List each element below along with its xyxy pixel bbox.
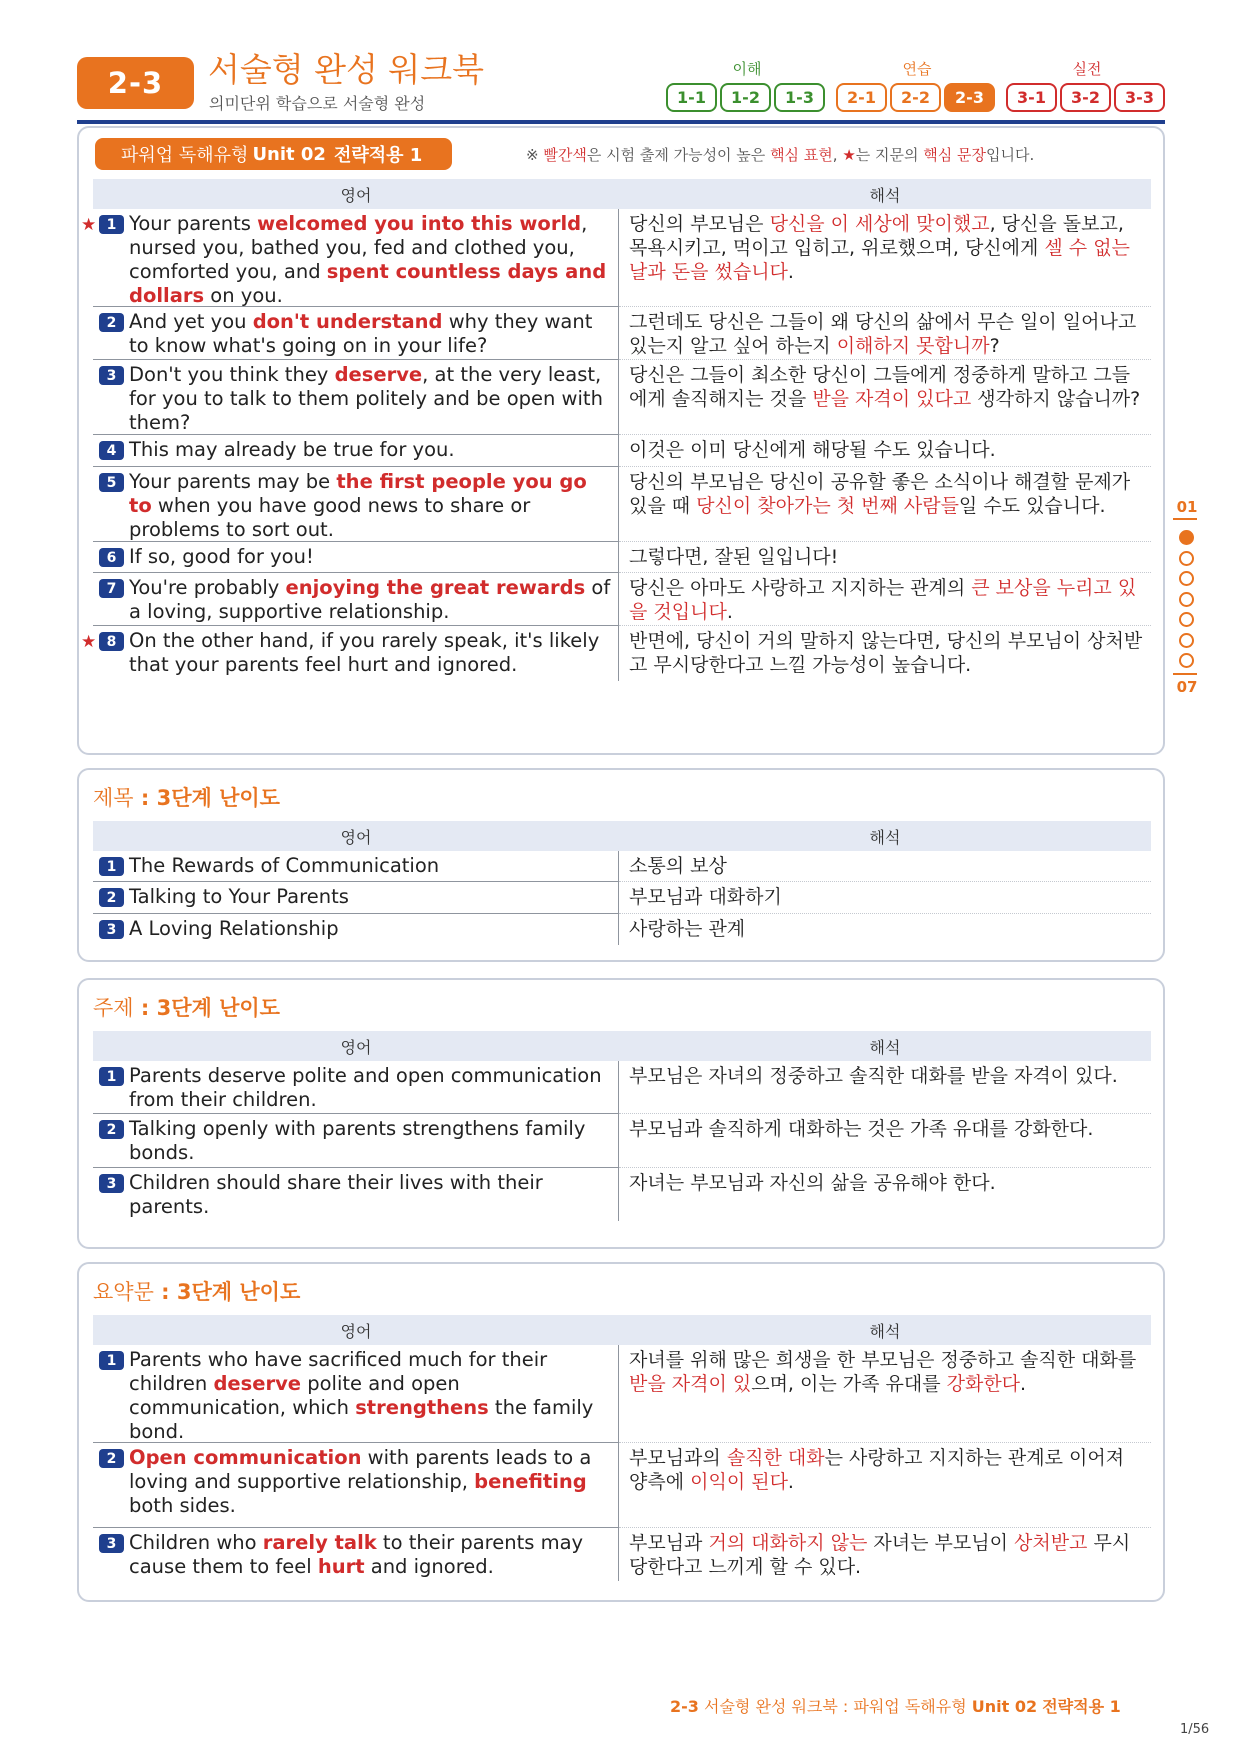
english-cell xyxy=(81,209,619,307)
text-segment: ? xyxy=(989,335,1000,357)
sentence-number: 3 xyxy=(99,920,124,939)
panel-label: 제목 xyxy=(93,786,134,810)
topic-panel xyxy=(77,978,1165,1249)
korean-cell xyxy=(619,209,1151,307)
english-cell xyxy=(93,360,619,435)
level-tab-3-3[interactable]: 3-3 xyxy=(1114,83,1165,112)
sentence-number: 4 xyxy=(99,441,124,460)
korean-cell xyxy=(619,542,1151,573)
sentence-number: 2 xyxy=(99,1449,124,1468)
korean-cell xyxy=(619,467,1151,542)
footer-section: 전략적용 1 xyxy=(1042,1697,1121,1716)
page-dot-icon[interactable] xyxy=(1179,571,1194,586)
page-dot-icon[interactable] xyxy=(1179,612,1194,627)
key-expression: don't understand xyxy=(252,310,443,333)
table-row xyxy=(93,1443,1151,1528)
column-header-english: 영어 xyxy=(340,827,372,847)
text-segment: the family bond. xyxy=(129,1396,594,1443)
text-segment: why they want to know what's going on in your life? xyxy=(129,310,593,357)
legend-key-sentence: 핵심 문장 xyxy=(923,146,987,164)
korean-cell xyxy=(619,435,1151,467)
english-cell xyxy=(81,626,619,681)
table-row xyxy=(93,573,1151,626)
korean-cell xyxy=(619,1528,1151,1581)
table-row xyxy=(93,914,1151,945)
english-cell xyxy=(93,1443,619,1528)
text-segment: Talking openly with parents strengthens family bonds. xyxy=(129,1117,586,1164)
key-expression: 큰 보상을 누리고 있을 것입니다 xyxy=(629,577,1137,623)
sentence-number: 2 xyxy=(99,313,124,332)
korean-cell xyxy=(619,1168,1151,1221)
text-segment: 일 수도 있습니다. xyxy=(958,495,1106,517)
english-cell xyxy=(93,435,619,467)
korean-cell xyxy=(619,626,1151,681)
column-header-korean: 해석 xyxy=(869,185,901,205)
key-expression: rarely talk xyxy=(262,1531,377,1554)
key-expression: Open communication xyxy=(129,1446,362,1469)
text-segment: . xyxy=(787,1471,794,1493)
table-row xyxy=(93,360,1151,435)
passage-table xyxy=(81,179,1151,681)
sentence-number: 6 xyxy=(99,548,124,567)
level-tab-2-2[interactable]: 2-2 xyxy=(890,83,941,112)
level-tab-1-3[interactable]: 1-3 xyxy=(774,83,825,112)
footer-text: 서술형 완성 워크북 : 파워업 독해유형 xyxy=(704,1697,967,1716)
korean-cell xyxy=(619,1443,1151,1528)
panel-heading: 제목 : 3단계 난이도 xyxy=(93,786,280,810)
table-header xyxy=(93,179,1151,209)
text-segment: 부모님과의 xyxy=(629,1447,727,1469)
title-panel xyxy=(77,768,1165,962)
side-nav-line xyxy=(1173,518,1197,520)
text-segment: 당신은 그들이 최소한 당신이 그들에게 정중하게 말하고 그들에게 솔직해지는 것을 xyxy=(629,364,1131,410)
table-row xyxy=(93,435,1151,467)
summary-panel xyxy=(77,1262,1165,1602)
key-expression: deserve xyxy=(334,363,423,386)
legend-text: 은 시험 출제 가능성이 높은 xyxy=(586,146,771,164)
table-row xyxy=(93,1114,1151,1168)
page-subtitle: 의미단위 학습으로 서술형 완성 xyxy=(209,94,426,113)
text-segment: with parents leads to a loving and supportive relationship, xyxy=(129,1446,592,1493)
text-segment: . xyxy=(726,601,733,623)
key-expression: deserve xyxy=(213,1372,302,1395)
text-segment: , 당신을 돌보고, 목욕시키고, 먹이고 입히고, 위로했으며, 당신에게 xyxy=(629,213,1124,259)
text-segment: 자녀를 위해 많은 희생을 한 부모님은 정중하고 솔직한 대화를 xyxy=(629,1349,1137,1371)
column-header-korean: 해석 xyxy=(869,1321,901,1341)
level-tab-2-1[interactable]: 2-1 xyxy=(836,83,887,112)
column-header-korean: 해석 xyxy=(869,1037,901,1057)
key-expression: 받을 자격이 있다고 xyxy=(812,388,972,410)
korean-cell xyxy=(619,307,1151,360)
text-segment: Talking to Your Parents xyxy=(129,885,349,908)
text-segment: to their parents may cause them to feel xyxy=(129,1531,584,1578)
column-header-english: 영어 xyxy=(340,1037,372,1057)
text-segment: 당신은 아마도 사랑하고 지지하는 관계의 xyxy=(629,577,972,599)
korean-cell xyxy=(619,1345,1151,1443)
key-expression: 솔직한 대화 xyxy=(726,1447,825,1469)
section-badge: 2-3 xyxy=(77,57,194,109)
side-nav-line xyxy=(1173,673,1197,675)
text-segment: 그런데도 당신은 그들이 왜 당신의 삶에서 무슨 일이 일어나고 있는지 알고 싶어 하는지 xyxy=(629,311,1137,357)
korean-cell xyxy=(619,360,1151,435)
text-segment: On the other hand, if you rarely speak, it's likely that your parents feel hurt and ignored. xyxy=(129,629,600,676)
text-segment: of a loving, supportive relationship. xyxy=(129,576,611,623)
passage-panel xyxy=(77,126,1165,755)
english-cell xyxy=(93,1061,619,1114)
footer-caption xyxy=(670,1694,1121,1717)
table-header xyxy=(93,1315,1151,1345)
text-segment: 생각하지 않습니까? xyxy=(971,388,1141,410)
header-divider xyxy=(77,120,1165,124)
english-cell xyxy=(93,467,619,542)
level-caption: 실전 xyxy=(1072,60,1102,78)
legend-text: , xyxy=(832,146,843,164)
text-segment: Parents who have sacrificed much for their children xyxy=(129,1348,548,1395)
text-segment: 으며, 이는 가족 유대를 xyxy=(751,1373,947,1395)
page-dot-icon[interactable] xyxy=(1179,592,1194,607)
text-segment: This may already be true for you. xyxy=(129,438,455,461)
korean-cell xyxy=(619,914,1151,945)
table-header xyxy=(93,821,1151,851)
table-row xyxy=(81,209,1151,307)
key-expression: welcomed you into this world xyxy=(257,212,582,235)
legend-red-text: 빨간색 xyxy=(543,146,587,164)
english-cell xyxy=(93,1345,619,1443)
text-segment: , nursed you, bathed you, fed and clothed you, comforted you, and xyxy=(129,212,588,283)
text-segment: 소통의 보상 xyxy=(629,855,727,877)
panel-level: 3단계 난이도 xyxy=(156,786,280,810)
star-icon: ★ xyxy=(81,215,97,235)
korean-cell xyxy=(619,1114,1151,1168)
key-expression: 이익이 된다 xyxy=(690,1471,788,1493)
level-tab-1-2[interactable]: 1-2 xyxy=(720,83,771,112)
table-row xyxy=(93,882,1151,914)
column-header-korean: 해석 xyxy=(869,827,901,847)
text-segment: when you have good news to share or problems to sort out. xyxy=(129,494,531,541)
text-segment: 자녀는 부모님과 자신의 삶을 공유해야 한다. xyxy=(629,1172,996,1194)
star-icon: ★ xyxy=(842,146,856,164)
legend-note xyxy=(526,144,1034,165)
panel-level: 3단계 난이도 xyxy=(156,996,280,1020)
text-segment: 부모님은 자녀의 정중하고 솔직한 대화를 받을 자격이 있다. xyxy=(629,1065,1118,1087)
footer-unit: Unit 02 xyxy=(971,1697,1038,1716)
text-segment: 당신의 부모님은 xyxy=(629,213,770,235)
key-expression: strengthens xyxy=(355,1396,489,1419)
table-row xyxy=(93,467,1151,542)
title-table xyxy=(93,821,1151,945)
key-expression: benefiting xyxy=(474,1470,587,1493)
sentence-number: 7 xyxy=(99,579,124,598)
table-row xyxy=(93,307,1151,360)
text-segment: and ignored. xyxy=(364,1555,494,1578)
unit-heading-post: 전략적용 1 xyxy=(333,145,423,166)
text-segment: Your parents xyxy=(129,212,258,235)
english-cell xyxy=(93,1528,619,1581)
text-segment: And yet you xyxy=(129,310,253,333)
level-caption: 이해 xyxy=(732,60,762,78)
table-row xyxy=(93,542,1151,573)
table-row xyxy=(93,1168,1151,1221)
level-tab-2-3[interactable]: 2-3 xyxy=(944,83,995,112)
level-tab-3-2[interactable]: 3-2 xyxy=(1060,83,1111,112)
text-segment: 부모님과 xyxy=(629,1532,709,1554)
column-header-english: 영어 xyxy=(340,1321,372,1341)
text-segment: A Loving Relationship xyxy=(129,917,339,940)
sentence-number: 2 xyxy=(99,888,124,907)
key-expression: 강화한다 xyxy=(946,1373,1021,1395)
key-expression: 당신을 이 세상에 맞이했고 xyxy=(769,213,990,235)
sentence-number: 2 xyxy=(99,1120,124,1139)
level-caption: 연습 xyxy=(902,60,932,78)
sentence-number: 1 xyxy=(99,1351,124,1370)
sentence-number: 1 xyxy=(99,215,124,234)
text-segment: Your parents may be xyxy=(129,470,337,493)
legend-key-expr: 핵심 표현 xyxy=(770,146,833,164)
english-cell xyxy=(93,1168,619,1221)
panel-label: 주제 xyxy=(93,996,134,1020)
level-tab-1-1[interactable]: 1-1 xyxy=(666,83,717,112)
text-segment: You're probably xyxy=(129,576,286,599)
panel-heading: 요약문 : 3단계 난이도 xyxy=(93,1280,301,1304)
english-cell xyxy=(93,851,619,882)
text-segment: 무시당한다고 느끼게 할 수 있다. xyxy=(629,1532,1131,1578)
key-expression: hurt xyxy=(317,1555,365,1578)
text-segment: 당신의 부모님은 당신이 공유할 좋은 소식이나 해결할 문제가 있을 때 xyxy=(629,471,1131,517)
key-expression: 이해하지 못합니까 xyxy=(836,335,990,357)
key-expression: 받을 자격이 있 xyxy=(629,1373,752,1395)
key-expression: 당신이 찾아가는 첫 번째 사람들 xyxy=(696,495,959,517)
english-cell xyxy=(93,914,619,945)
footer-badge: 2-3 xyxy=(670,1697,699,1716)
panel-heading: 주제 : 3단계 난이도 xyxy=(93,996,280,1020)
legend-text: 입니다. xyxy=(986,146,1035,164)
unit-heading-unit: Unit 02 xyxy=(252,143,326,165)
unit-heading xyxy=(95,138,452,170)
english-cell xyxy=(93,882,619,914)
page-dot-icon[interactable] xyxy=(1179,653,1194,668)
korean-cell xyxy=(619,851,1151,882)
text-segment: The Rewards of Communication xyxy=(129,854,440,877)
page-dot-icon[interactable] xyxy=(1179,551,1194,566)
page-number: 1/56 xyxy=(1180,1722,1210,1737)
panel-level: 3단계 난이도 xyxy=(176,1280,301,1304)
text-segment: Children should share their lives with their parents. xyxy=(129,1171,543,1218)
text-segment: , at the very least, for you to talk to them politely and be open with them? xyxy=(129,363,603,434)
english-cell xyxy=(93,1114,619,1168)
korean-cell xyxy=(619,1061,1151,1114)
text-segment: Parents deserve polite and open communication from their children. xyxy=(129,1064,602,1111)
sentence-number: 1 xyxy=(99,857,124,876)
sentence-number: 5 xyxy=(99,473,124,492)
sentence-number: 1 xyxy=(99,1067,124,1086)
text-segment: 그렇다면, 잘된 일입니다! xyxy=(629,546,839,568)
sentence-number: 8 xyxy=(99,632,124,651)
table-row xyxy=(93,1061,1151,1114)
key-expression: enjoying the great rewards xyxy=(285,576,586,599)
topic-table xyxy=(93,1031,1151,1221)
side-nav-end: 07 xyxy=(1176,678,1198,696)
text-segment: Children who xyxy=(129,1531,263,1554)
key-expression: 상처받고 xyxy=(1014,1532,1088,1554)
korean-cell xyxy=(619,882,1151,914)
english-cell xyxy=(93,542,619,573)
english-cell xyxy=(93,573,619,626)
legend-text: 는 지문의 xyxy=(855,146,924,164)
key-expression: spent countless days and dollars xyxy=(129,260,607,307)
text-segment: 사랑하는 관계 xyxy=(629,918,746,940)
table-row xyxy=(93,851,1151,882)
column-header-english: 영어 xyxy=(340,185,372,205)
level-group-real xyxy=(1006,60,1168,112)
level-group-practice xyxy=(836,60,998,112)
text-segment: Don't you think they xyxy=(129,363,335,386)
page-dot-icon[interactable] xyxy=(1179,530,1194,545)
star-icon: ★ xyxy=(81,632,97,652)
table-row xyxy=(93,1345,1151,1443)
text-segment: . xyxy=(1020,1373,1027,1395)
level-group-understand xyxy=(666,60,828,112)
table-header xyxy=(93,1031,1151,1061)
page-dot-icon[interactable] xyxy=(1179,633,1194,648)
key-expression: 셀 수 없는 날과 돈을 썼습니다 xyxy=(629,237,1130,283)
sentence-number: 3 xyxy=(99,1534,124,1553)
text-segment: 이것은 이미 당신에게 해당될 수도 있습니다. xyxy=(629,439,996,461)
level-tab-3-1[interactable]: 3-1 xyxy=(1006,83,1057,112)
text-segment: 부모님과 대화하기 xyxy=(629,886,782,908)
key-expression: 거의 대화하지 않는 xyxy=(708,1532,868,1554)
text-segment: . xyxy=(787,261,794,283)
english-cell xyxy=(93,307,619,360)
side-nav-start: 01 xyxy=(1176,498,1198,516)
sentence-number: 3 xyxy=(99,366,124,385)
korean-cell xyxy=(619,573,1151,626)
panel-label: 요약문 xyxy=(93,1280,154,1304)
key-expression: the first people you go to xyxy=(129,470,587,517)
text-segment: polite and open communication, which xyxy=(129,1372,460,1419)
text-segment: 반면에, 당신이 거의 말하지 않는다면, 당신의 부모님이 상처받고 무시당한다고 느낄 가능성이 높습니다. xyxy=(629,630,1143,676)
text-segment: 자녀는 부모님이 xyxy=(867,1532,1014,1554)
summary-table xyxy=(93,1315,1151,1581)
page-title: 서술형 완성 워크북 xyxy=(208,50,485,89)
unit-heading-pre: 파워업 독해유형 xyxy=(121,145,249,166)
legend-prefix: ※ xyxy=(526,146,544,164)
text-segment: If so, good for you! xyxy=(129,545,314,568)
text-segment: on you. xyxy=(204,284,283,307)
table-row xyxy=(93,1528,1151,1581)
text-segment: 부모님과 솔직하게 대화하는 것은 가족 유대를 강화한다. xyxy=(629,1118,1094,1140)
sentence-number: 3 xyxy=(99,1174,124,1193)
table-row xyxy=(81,626,1151,681)
text-segment: both sides. xyxy=(129,1494,236,1517)
text-segment: 는 사랑하고 지지하는 관계로 이어져 양측에 xyxy=(629,1447,1125,1493)
